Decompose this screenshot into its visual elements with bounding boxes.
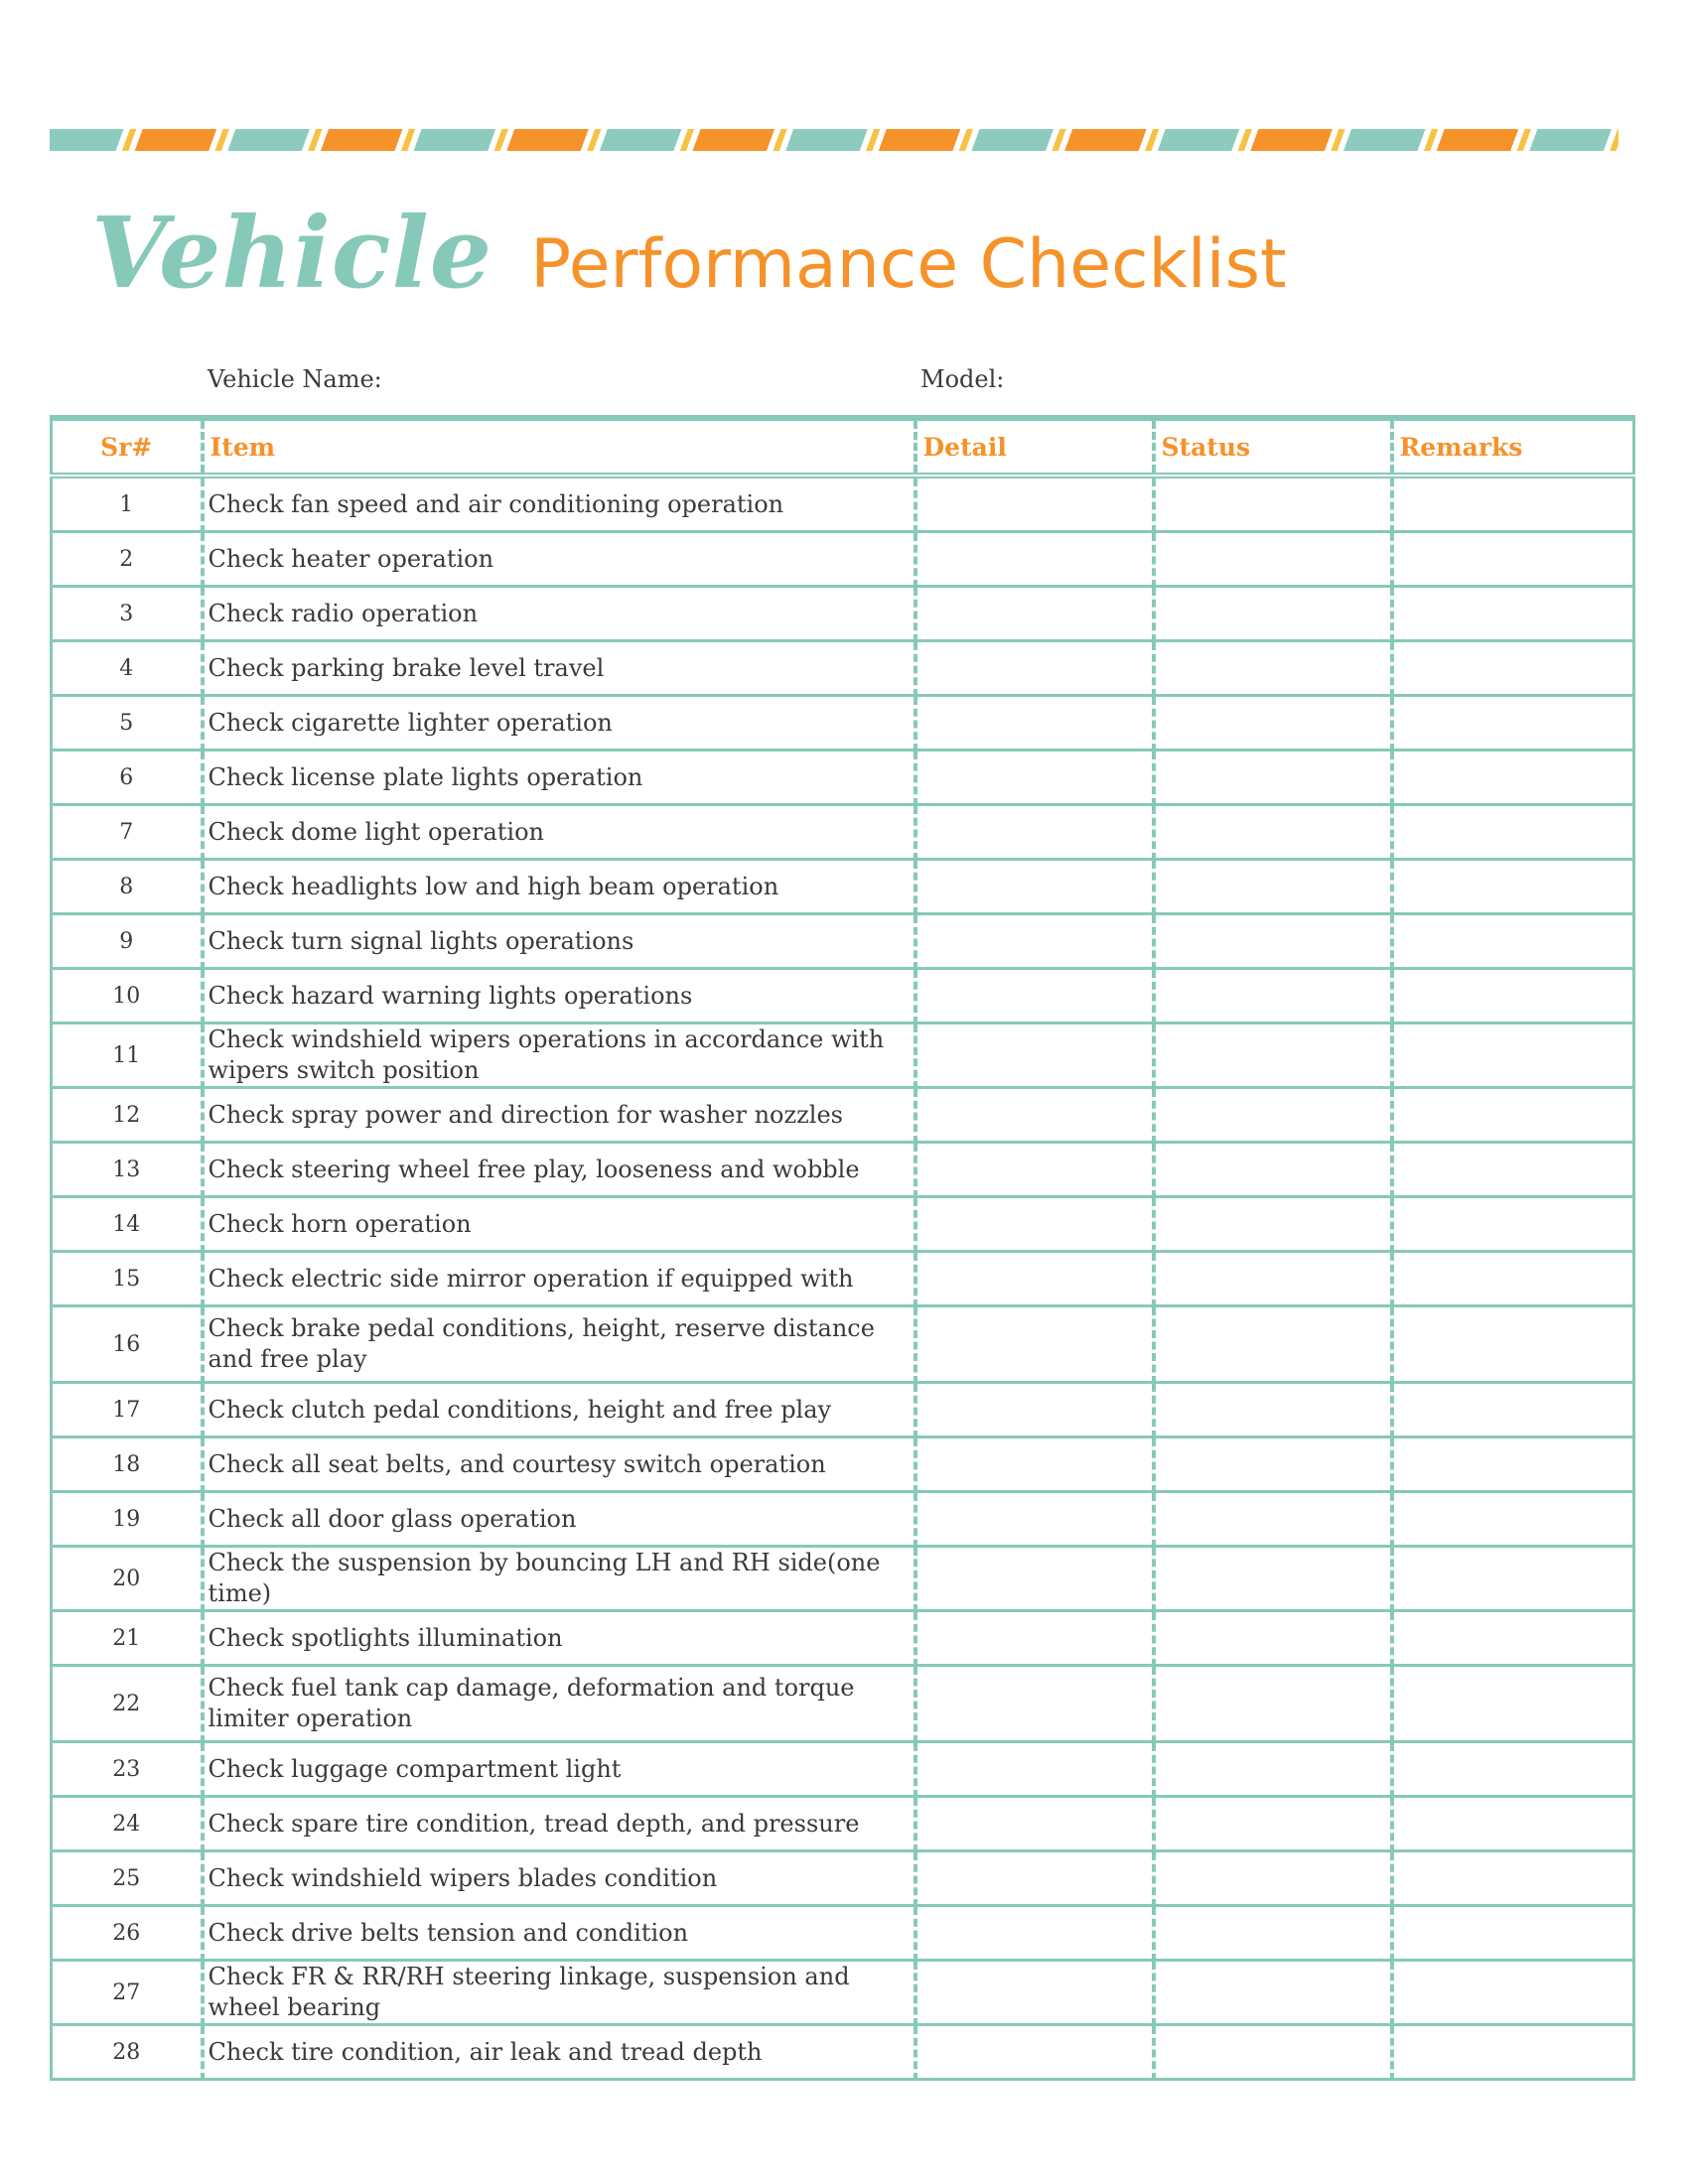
row-remarks-cell — [1392, 1383, 1634, 1437]
row-remarks-cell — [1392, 1492, 1634, 1547]
row-remarks-cell — [1392, 1143, 1634, 1197]
row-status-cell — [1154, 751, 1392, 805]
row-sr-cell: 14 — [52, 1197, 203, 1252]
row-detail-cell — [915, 1024, 1154, 1088]
row-status-cell — [1154, 1197, 1392, 1252]
column-header-remarks: Remarks — [1392, 418, 1634, 476]
row-sr-cell: 27 — [52, 1961, 203, 2025]
page-title — [91, 197, 1287, 316]
table-row — [52, 641, 1634, 696]
row-item-cell: Check headlights low and high beam operation — [203, 860, 915, 914]
row-detail-cell — [915, 1961, 1154, 2025]
row-status-cell — [1154, 1547, 1392, 1611]
table-row — [52, 1797, 1634, 1851]
row-detail-cell — [915, 1143, 1154, 1197]
row-detail-cell — [915, 2025, 1154, 2080]
row-item-cell: Check drive belts tension and condition — [203, 1906, 915, 1961]
row-status-cell — [1154, 860, 1392, 914]
column-header-sr: Sr# — [52, 418, 203, 476]
row-detail-cell — [915, 969, 1154, 1024]
row-sr-cell: 25 — [52, 1851, 203, 1906]
row-item-cell: Check license plate lights operation — [203, 751, 915, 805]
row-remarks-cell — [1392, 1306, 1634, 1383]
row-sr-cell: 4 — [52, 641, 203, 696]
row-remarks-cell — [1392, 476, 1634, 532]
row-sr-cell: 19 — [52, 1492, 203, 1547]
row-remarks-cell — [1392, 1024, 1634, 1088]
row-item-cell: Check all seat belts, and courtesy switch operation — [203, 1437, 915, 1492]
row-status-cell — [1154, 1143, 1392, 1197]
row-item-cell: Check clutch pedal conditions, height and free play — [203, 1383, 915, 1437]
table-row — [52, 1306, 1634, 1383]
row-sr-cell: 18 — [52, 1437, 203, 1492]
row-item-cell: Check FR & RR/RH steering linkage, suspension and wheel bearing — [203, 1961, 915, 2025]
row-remarks-cell — [1392, 641, 1634, 696]
row-sr-cell: 13 — [52, 1143, 203, 1197]
table-row — [52, 1611, 1634, 1666]
row-detail-cell — [915, 1252, 1154, 1306]
row-item-cell: Check spotlights illumination — [203, 1611, 915, 1666]
row-remarks-cell — [1392, 1797, 1634, 1851]
table-row — [52, 805, 1634, 860]
row-item-cell: Check brake pedal conditions, height, reserve distance and free play — [203, 1306, 915, 1383]
row-sr-cell: 15 — [52, 1252, 203, 1306]
row-remarks-cell — [1392, 587, 1634, 641]
row-item-cell: Check cigarette lighter operation — [203, 696, 915, 751]
row-remarks-cell — [1392, 1666, 1634, 1742]
row-item-cell: Check radio operation — [203, 587, 915, 641]
row-sr-cell: 2 — [52, 532, 203, 587]
row-detail-cell — [915, 696, 1154, 751]
row-status-cell — [1154, 696, 1392, 751]
row-detail-cell — [915, 476, 1154, 532]
table-row — [52, 1252, 1634, 1306]
row-sr-cell: 11 — [52, 1024, 203, 1088]
row-detail-cell — [915, 1797, 1154, 1851]
row-detail-cell — [915, 641, 1154, 696]
row-item-cell: Check turn signal lights operations — [203, 914, 915, 969]
row-sr-cell: 28 — [52, 2025, 203, 2080]
table-row — [52, 1437, 1634, 1492]
row-item-cell: Check dome light operation — [203, 805, 915, 860]
row-status-cell — [1154, 532, 1392, 587]
column-header-item: Item — [203, 418, 915, 476]
row-sr-cell: 10 — [52, 969, 203, 1024]
row-sr-cell: 9 — [52, 914, 203, 969]
table-row — [52, 751, 1634, 805]
table-row — [52, 1088, 1634, 1143]
row-status-cell — [1154, 641, 1392, 696]
row-sr-cell: 20 — [52, 1547, 203, 1611]
row-item-cell: Check fuel tank cap damage, deformation and torque limiter operation — [203, 1666, 915, 1742]
column-header-status: Status — [1154, 418, 1392, 476]
row-item-cell: Check windshield wipers blades condition — [203, 1851, 915, 1906]
table-row — [52, 1383, 1634, 1437]
row-remarks-cell — [1392, 696, 1634, 751]
model-label: Model: — [920, 365, 1005, 393]
row-detail-cell — [915, 860, 1154, 914]
row-item-cell: Check fan speed and air conditioning operation — [203, 476, 915, 532]
row-status-cell — [1154, 1437, 1392, 1492]
row-status-cell — [1154, 914, 1392, 969]
row-remarks-cell — [1392, 805, 1634, 860]
row-status-cell — [1154, 1306, 1392, 1383]
row-status-cell — [1154, 1492, 1392, 1547]
vehicle-name-label: Vehicle Name: — [208, 365, 382, 393]
row-remarks-cell — [1392, 751, 1634, 805]
row-remarks-cell — [1392, 1851, 1634, 1906]
row-status-cell — [1154, 1088, 1392, 1143]
table-row — [52, 1024, 1634, 1088]
table-row — [52, 1492, 1634, 1547]
row-item-cell: Check heater operation — [203, 532, 915, 587]
row-remarks-cell — [1392, 1088, 1634, 1143]
row-remarks-cell — [1392, 1547, 1634, 1611]
row-remarks-cell — [1392, 1906, 1634, 1961]
row-detail-cell — [915, 1437, 1154, 1492]
row-item-cell: Check tire condition, air leak and tread depth — [203, 2025, 915, 2080]
table-row — [52, 1143, 1634, 1197]
row-sr-cell: 7 — [52, 805, 203, 860]
row-sr-cell: 23 — [52, 1742, 203, 1797]
table-row — [52, 696, 1634, 751]
row-remarks-cell — [1392, 1437, 1634, 1492]
table-row — [52, 1666, 1634, 1742]
row-detail-cell — [915, 1197, 1154, 1252]
decorative-stripe-bar — [50, 129, 1618, 151]
row-item-cell: Check the suspension by bouncing LH and RH side(one time) — [203, 1547, 915, 1611]
checklist-table-wrapper — [50, 415, 1632, 2081]
row-remarks-cell — [1392, 1611, 1634, 1666]
row-status-cell — [1154, 1906, 1392, 1961]
row-detail-cell — [915, 1906, 1154, 1961]
row-detail-cell — [915, 914, 1154, 969]
row-status-cell — [1154, 587, 1392, 641]
row-sr-cell: 24 — [52, 1797, 203, 1851]
row-sr-cell: 5 — [52, 696, 203, 751]
row-status-cell — [1154, 1252, 1392, 1306]
table-row — [52, 2025, 1634, 2080]
table-row — [52, 1851, 1634, 1906]
row-item-cell: Check horn operation — [203, 1197, 915, 1252]
row-status-cell — [1154, 1961, 1392, 2025]
row-item-cell: Check spray power and direction for washer nozzles — [203, 1088, 915, 1143]
row-detail-cell — [915, 587, 1154, 641]
row-status-cell — [1154, 1797, 1392, 1851]
row-remarks-cell — [1392, 969, 1634, 1024]
row-item-cell: Check parking brake level travel — [203, 641, 915, 696]
row-item-cell: Check all door glass operation — [203, 1492, 915, 1547]
row-item-cell: Check steering wheel free play, looseness and wobble — [203, 1143, 915, 1197]
row-remarks-cell — [1392, 2025, 1634, 2080]
row-detail-cell — [915, 1088, 1154, 1143]
row-sr-cell: 1 — [52, 476, 203, 532]
table-row — [52, 1742, 1634, 1797]
row-remarks-cell — [1392, 1742, 1634, 1797]
row-detail-cell — [915, 805, 1154, 860]
row-item-cell: Check spare tire condition, tread depth, and pressure — [203, 1797, 915, 1851]
table-row — [52, 1197, 1634, 1252]
table-row — [52, 914, 1634, 969]
row-detail-cell — [915, 1492, 1154, 1547]
row-sr-cell: 12 — [52, 1088, 203, 1143]
row-sr-cell: 26 — [52, 1906, 203, 1961]
checklist-table — [50, 415, 1635, 2081]
table-header-row — [52, 418, 1634, 476]
row-remarks-cell — [1392, 914, 1634, 969]
table-row — [52, 532, 1634, 587]
table-row — [52, 587, 1634, 641]
row-remarks-cell — [1392, 1252, 1634, 1306]
row-sr-cell: 17 — [52, 1383, 203, 1437]
row-sr-cell: 22 — [52, 1666, 203, 1742]
row-status-cell — [1154, 805, 1392, 860]
checklist-body — [52, 476, 1634, 2080]
row-remarks-cell — [1392, 1961, 1634, 2025]
table-row — [52, 1547, 1634, 1611]
row-detail-cell — [915, 1851, 1154, 1906]
row-remarks-cell — [1392, 532, 1634, 587]
row-detail-cell — [915, 1611, 1154, 1666]
row-detail-cell — [915, 1666, 1154, 1742]
row-sr-cell: 21 — [52, 1611, 203, 1666]
row-status-cell — [1154, 476, 1392, 532]
table-row — [52, 1906, 1634, 1961]
row-detail-cell — [915, 1742, 1154, 1797]
row-item-cell: Check luggage compartment light — [203, 1742, 915, 1797]
row-detail-cell — [915, 1383, 1154, 1437]
row-status-cell — [1154, 2025, 1392, 2080]
title-performance-checklist: Performance Checklist — [530, 225, 1287, 304]
row-remarks-cell — [1392, 1197, 1634, 1252]
title-vehicle: Vehicle — [91, 197, 493, 311]
table-row — [52, 476, 1634, 532]
row-detail-cell — [915, 1547, 1154, 1611]
row-detail-cell — [915, 532, 1154, 587]
row-sr-cell: 8 — [52, 860, 203, 914]
row-status-cell — [1154, 1666, 1392, 1742]
row-item-cell: Check electric side mirror operation if equipped with — [203, 1252, 915, 1306]
row-status-cell — [1154, 1742, 1392, 1797]
row-status-cell — [1154, 1383, 1392, 1437]
row-sr-cell: 6 — [52, 751, 203, 805]
row-status-cell — [1154, 1611, 1392, 1666]
row-item-cell: Check windshield wipers operations in accordance with wipers switch position — [203, 1024, 915, 1088]
row-detail-cell — [915, 1306, 1154, 1383]
row-status-cell — [1154, 969, 1392, 1024]
table-row — [52, 1961, 1634, 2025]
row-status-cell — [1154, 1024, 1392, 1088]
table-row — [52, 969, 1634, 1024]
table-row — [52, 860, 1634, 914]
row-status-cell — [1154, 1851, 1392, 1906]
row-remarks-cell — [1392, 860, 1634, 914]
row-detail-cell — [915, 751, 1154, 805]
row-item-cell: Check hazard warning lights operations — [203, 969, 915, 1024]
row-sr-cell: 3 — [52, 587, 203, 641]
row-sr-cell: 16 — [52, 1306, 203, 1383]
column-header-detail: Detail — [915, 418, 1154, 476]
